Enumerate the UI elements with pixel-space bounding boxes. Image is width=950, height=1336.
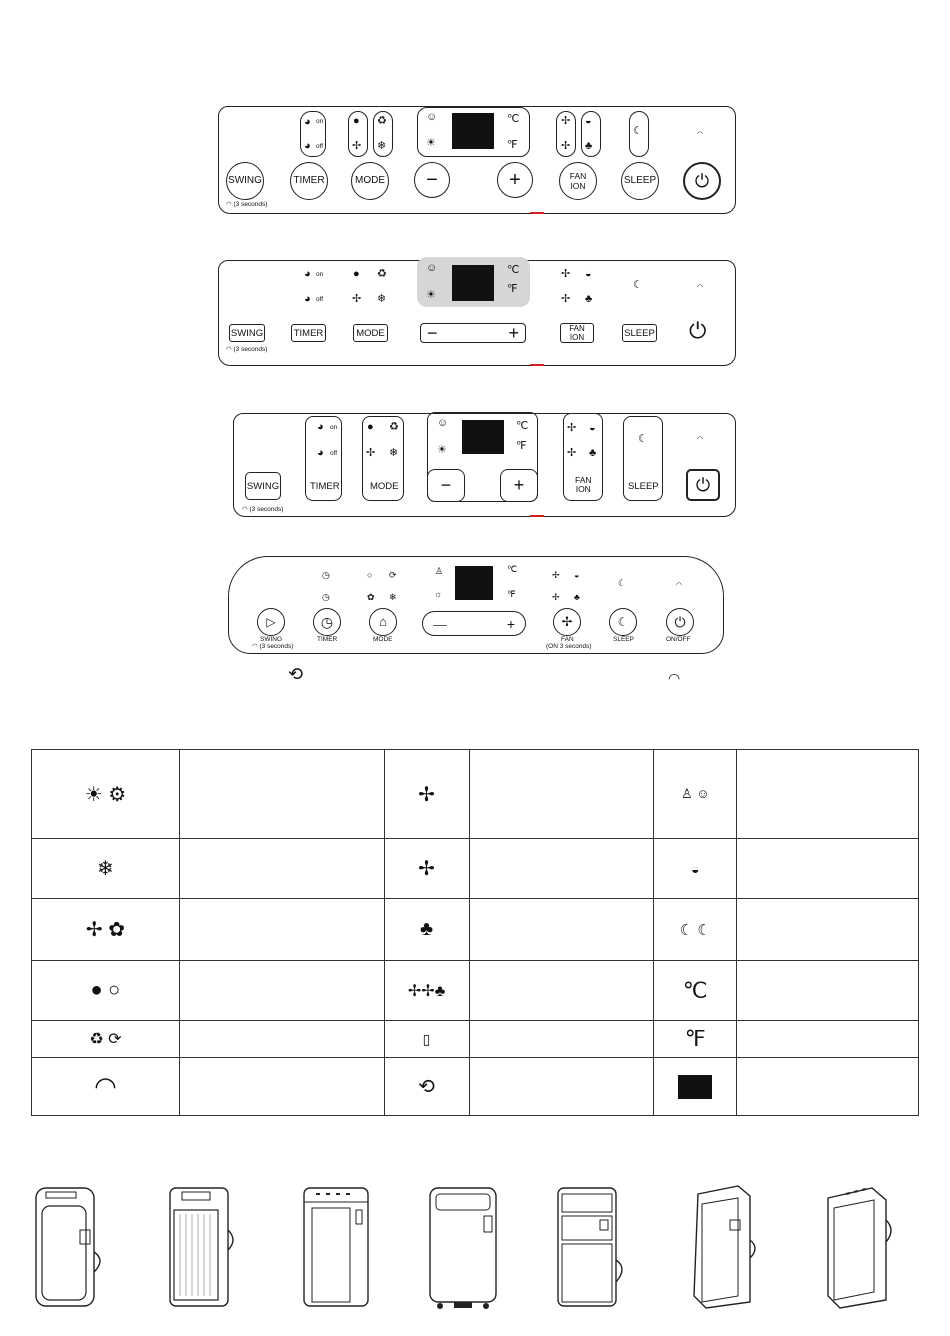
power-icon: ⏻ — [694, 171, 710, 191]
swing-icon: ▷ — [266, 615, 276, 629]
power-button[interactable] — [666, 608, 694, 636]
timer-label: TIMER — [293, 175, 325, 186]
minus-label: − — [426, 169, 438, 191]
legend-text — [469, 961, 654, 1021]
legend-text — [737, 839, 919, 899]
legend-icon-person: ♙ ☺ — [654, 750, 737, 839]
fan-mode-icon: ✢ — [352, 293, 362, 305]
sleep-button[interactable] — [609, 608, 637, 636]
table-row — [32, 1021, 919, 1058]
sleep-label: SLEEP — [613, 636, 634, 643]
swing-note-text: (3 seconds) — [233, 346, 268, 353]
cool-snowflake-icon: ❄ — [389, 447, 399, 459]
fan-mode-icon: ✿ — [367, 592, 375, 602]
celsius-unit: ℃ — [507, 564, 518, 574]
fan-low-icon: ♣ — [585, 140, 593, 152]
fahrenheit-unit: ℉ — [507, 589, 516, 599]
heat-sun-icon: ☀ — [426, 137, 436, 149]
swing-note: ◠ (3 seconds) — [252, 643, 294, 650]
legend-text — [179, 961, 384, 1021]
person-icon: ♙ — [435, 566, 444, 576]
swing-note-text: (3 seconds) — [259, 643, 294, 650]
air-conditioner-illustration-2 — [160, 1180, 240, 1310]
legend-icon-fan-mode: ✢ ✿ — [32, 899, 180, 961]
table-row — [32, 750, 919, 839]
legend-text — [469, 1021, 654, 1058]
auto-mode-icon: ♻ — [389, 421, 399, 433]
dry-drop-icon: ○ — [367, 570, 373, 580]
plus-button[interactable] — [500, 469, 538, 502]
auto-mode-icon: ⟳ — [389, 570, 397, 580]
fan-high-icon: ✢ — [561, 268, 571, 280]
sleep-button[interactable]: SLEEP — [628, 481, 659, 492]
fan-mode-icon: ✢ — [352, 140, 362, 152]
auto-mode-icon: ♻ — [377, 115, 387, 127]
timer-off-icon: ◷ — [322, 592, 330, 602]
table-row — [32, 961, 919, 1021]
fan-ion-button[interactable] — [559, 162, 597, 200]
legend-text — [179, 899, 384, 961]
swing-note: ◠ (3 seconds) — [226, 201, 268, 208]
person-icon: ☺ — [426, 262, 438, 274]
timer-off-icon: ◕ — [304, 293, 311, 305]
fan-high-icon: ✢ — [552, 570, 560, 580]
ion-icon: ◒ — [585, 268, 592, 280]
legend-icon-fahrenheit: ℉ — [654, 1021, 737, 1058]
fan-label: FAN — [569, 171, 587, 181]
accent-mark — [530, 364, 544, 366]
timer-on-icon: ◕ — [304, 268, 311, 280]
wifi-indicator-icon: ◠ — [697, 284, 704, 291]
legend-icon-fan-mid: ✢ — [384, 839, 469, 899]
power-icon[interactable]: ⏻ — [689, 318, 707, 343]
legend-icon-heat-sun: ☀ ⚙ — [32, 750, 180, 839]
minus-button[interactable]: — — [433, 615, 447, 632]
ion-label: ION — [570, 181, 586, 191]
heat-sun-icon: ☀ — [437, 444, 447, 456]
legend-text — [179, 1021, 384, 1058]
wifi-indicator-icon: ◠ — [697, 131, 704, 138]
legend-icon-snowflake: ❄ — [32, 839, 180, 899]
temp-adjust-bar[interactable] — [422, 611, 526, 636]
timer-off-icon: ◕ — [304, 140, 311, 152]
celsius-unit: ℃ — [507, 113, 520, 125]
fan-mid-icon: ✢ — [561, 293, 571, 305]
mode-label: MODE — [373, 636, 393, 643]
mode-label: MODE — [355, 175, 385, 186]
sleep-moon-icon: ☾ — [633, 125, 643, 137]
swing-note: ◠ (3 seconds) — [242, 506, 284, 513]
fan-label: FAN — [561, 636, 574, 643]
mode-button[interactable] — [351, 162, 389, 200]
legend-text — [179, 1058, 384, 1116]
legend-icon-display — [654, 1058, 737, 1116]
mode-button[interactable]: MODE — [370, 481, 399, 492]
fan-mid-icon: ✢ — [552, 592, 560, 602]
legend-icon-fan-high: ✢ — [384, 750, 469, 839]
timer-button[interactable]: TIMER — [310, 481, 340, 492]
fan-low-icon: ♣ — [589, 447, 597, 459]
display-swatch — [678, 1075, 712, 1099]
wifi-icon: ◠ — [668, 670, 681, 686]
accent-mark — [530, 212, 544, 214]
legend-text — [737, 961, 919, 1021]
minus-button[interactable] — [427, 469, 465, 502]
timer-off-icon: ◕ — [317, 447, 324, 459]
onoff-label: ON/OFF — [666, 636, 691, 643]
heat-sun-icon: ☀ — [426, 289, 436, 301]
air-conditioner-illustration-1 — [28, 1180, 108, 1310]
timer-button[interactable] — [291, 324, 326, 342]
ion-icon: ◒ — [574, 570, 580, 580]
clock-icon: ◷ — [320, 614, 334, 630]
mode-label: MODE — [356, 327, 385, 339]
plus-label: + — [513, 475, 525, 495]
swing-note-text: (3 seconds) — [249, 506, 284, 513]
legend-icon-wifi: ◠ — [32, 1058, 180, 1116]
fan-button[interactable] — [553, 608, 581, 636]
mode-button[interactable] — [369, 608, 397, 636]
legend-text — [737, 750, 919, 839]
sleep-moon-icon: ☾ — [618, 578, 627, 588]
fan-ion-button[interactable] — [575, 476, 592, 494]
ion-label: ION — [569, 333, 585, 342]
power-button[interactable] — [683, 162, 721, 200]
air-conditioner-illustration-4 — [424, 1180, 504, 1310]
fan-label: FAN — [575, 475, 592, 485]
fahrenheit-unit: ℉ — [507, 139, 518, 151]
sleep-button[interactable] — [622, 324, 657, 342]
legend-icon-dry-drop: ● ○ — [32, 961, 180, 1021]
digital-display — [462, 420, 504, 454]
fan-label: FAN — [569, 324, 585, 333]
swing-button[interactable] — [257, 608, 285, 636]
mode-button[interactable] — [353, 324, 388, 342]
home-icon: ⌂ — [379, 614, 387, 629]
legend-icon-celsius: ℃ — [654, 961, 737, 1021]
legend-icon-swing-louver: ▯ — [384, 1021, 469, 1058]
legend-icon-auto-mode: ♻ ⟳ — [32, 1021, 180, 1058]
digital-display — [452, 265, 494, 301]
swing-label: SWING — [230, 327, 264, 339]
timer-button[interactable] — [290, 162, 328, 200]
swing-button[interactable] — [229, 324, 265, 342]
sleep-icon: ☾ — [617, 615, 629, 629]
sleep-moon-icon: ☾ — [633, 279, 643, 291]
fan-note: (ON 3 seconds) — [546, 643, 592, 650]
auto-mode-icon: ♻ — [377, 268, 387, 280]
legend-text — [179, 750, 384, 839]
fan-low-icon: ♣ — [574, 592, 580, 602]
air-conditioner-illustration-5 — [550, 1180, 630, 1310]
minus-button[interactable] — [414, 162, 450, 198]
digital-display — [455, 566, 493, 600]
timer-on-icon: ◷ — [322, 570, 330, 580]
accent-mark — [530, 515, 544, 517]
plus-button[interactable]: + — [508, 322, 519, 343]
swing-label: SWING — [228, 175, 262, 186]
legend-icon-sleep-moon: ☾ ☾ — [654, 899, 737, 961]
dry-drop-icon: ● — [367, 421, 374, 433]
swing-note-text: (3 seconds) — [233, 201, 268, 208]
wifi-indicator-icon: ◠ — [676, 582, 683, 589]
timer-off-label: off — [330, 450, 338, 457]
swing-button[interactable] — [245, 472, 281, 500]
dry-drop-icon: ● — [353, 115, 360, 127]
swing-button[interactable] — [226, 162, 264, 200]
rotate-phone-icon: ⟲ — [288, 664, 304, 684]
legend-text — [469, 899, 654, 961]
legend-text — [179, 839, 384, 899]
minus-button[interactable]: − — [427, 322, 438, 343]
dry-drop-icon: ● — [353, 268, 360, 280]
plus-button[interactable] — [497, 162, 533, 198]
fan-mid-icon: ✢ — [567, 447, 577, 459]
timer-on-icon: ◕ — [304, 116, 311, 128]
person-icon: ☺ — [426, 111, 438, 123]
fan-ion-button[interactable] — [560, 323, 594, 343]
fahrenheit-unit: ℉ — [516, 440, 527, 452]
air-conditioner-illustration-3 — [296, 1180, 376, 1310]
sleep-button[interactable] — [621, 162, 659, 200]
timer-on-label: on — [316, 271, 324, 278]
table-row — [32, 839, 919, 899]
ion-icon: ◒ — [589, 422, 596, 434]
cool-snowflake-icon: ❄ — [389, 592, 397, 602]
power-icon: ⏻ — [695, 474, 711, 495]
air-conditioner-illustration-7 — [818, 1180, 898, 1310]
fan-mid-icon: ✢ — [561, 140, 571, 152]
swing-label: SWING — [260, 636, 283, 643]
ion-label: ION — [575, 484, 591, 494]
plus-button[interactable]: + — [506, 615, 515, 632]
wifi-indicator-icon: ◠ — [697, 436, 704, 443]
power-icon: ⏻ — [674, 614, 686, 630]
timer-off-label: off — [316, 296, 324, 303]
icon-legend-table — [31, 749, 919, 1116]
swing-note: ◠ (3 seconds) — [226, 346, 268, 353]
legend-icon-fan-speeds: ✢✢♣ — [384, 961, 469, 1021]
fan-mode-icon: ✢ — [366, 447, 376, 459]
timer-button[interactable] — [313, 608, 341, 636]
fan-high-icon: ✢ — [567, 422, 577, 434]
heat-sun-icon: ☼ — [434, 589, 443, 599]
ion-icon: ◒ — [585, 115, 592, 127]
table-row — [32, 899, 919, 961]
digital-display — [452, 113, 494, 149]
minus-label: − — [440, 475, 452, 495]
celsius-unit: ℃ — [516, 420, 529, 432]
timer-on-label: on — [330, 424, 338, 431]
power-button[interactable] — [686, 469, 720, 501]
timer-label: TIMER — [317, 636, 338, 643]
fahrenheit-unit: ℉ — [507, 283, 518, 295]
legend-icon-ion: ◒ — [654, 839, 737, 899]
fan-low-icon: ♣ — [585, 293, 593, 305]
timer-on-icon: ◕ — [317, 421, 324, 433]
fan-high-icon: ✢ — [561, 115, 571, 127]
legend-text — [469, 1058, 654, 1116]
legend-text — [469, 750, 654, 839]
sleep-moon-icon: ☾ — [638, 433, 648, 445]
timer-on-label: on — [316, 118, 324, 125]
fan-icon: ✢ — [561, 614, 573, 629]
legend-text — [737, 1021, 919, 1058]
legend-text — [737, 1058, 919, 1116]
temp-adjust-bar[interactable] — [420, 323, 526, 343]
legend-text — [737, 899, 919, 961]
timer-off-label: off — [316, 143, 324, 150]
plus-label: + — [509, 169, 521, 191]
legend-icon-fan-low: ♣ — [384, 899, 469, 961]
sleep-label: SLEEP — [623, 175, 657, 186]
person-icon: ☺ — [437, 417, 449, 429]
swing-label: SWING — [246, 480, 280, 492]
sleep-label: SLEEP — [624, 327, 655, 339]
air-conditioner-illustration-6 — [684, 1180, 764, 1310]
table-row — [32, 1058, 919, 1116]
legend-text — [469, 839, 654, 899]
legend-icon-rotate-phone: ⟲ — [384, 1058, 469, 1116]
cool-snowflake-icon: ❄ — [377, 140, 387, 152]
cool-snowflake-icon: ❄ — [377, 293, 387, 305]
celsius-unit: ℃ — [507, 264, 520, 276]
timer-label: TIMER — [293, 327, 324, 339]
